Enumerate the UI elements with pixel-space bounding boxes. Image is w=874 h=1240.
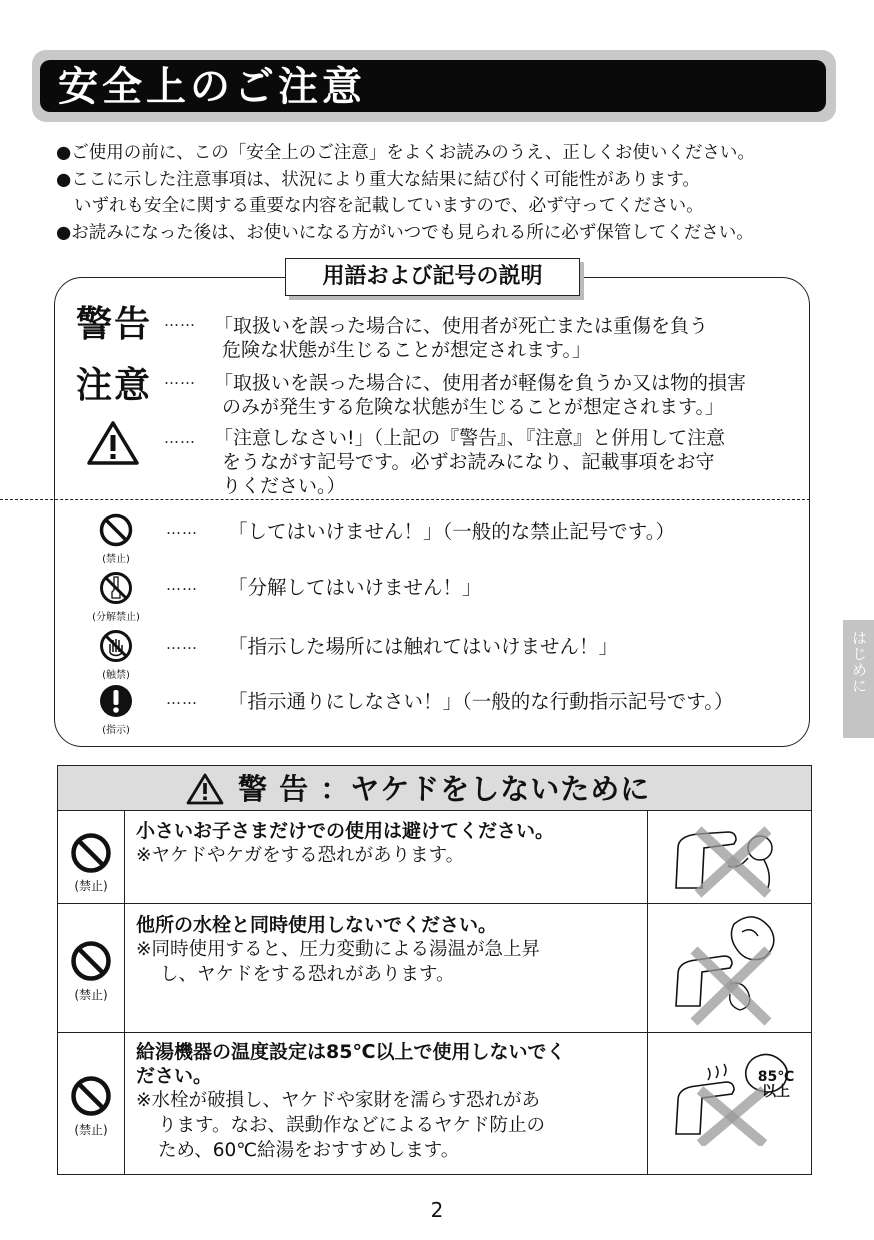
leader-dots: …… [164, 370, 196, 388]
intro-text [56, 140, 836, 246]
leader-dots: …… [164, 312, 196, 330]
table-row: 小さいお子さまだけでの使用は避けてください。 ※ヤケドやケガをする恐れがあります。 [136, 820, 555, 866]
page-title: 安全上のご注意 [58, 64, 366, 110]
instruction-icon [98, 683, 134, 719]
prohibition-icon [70, 1075, 112, 1117]
table-divider [57, 903, 812, 904]
leader-dots: …… [166, 635, 198, 653]
warning-word: 警告 [76, 304, 153, 345]
symbol-caption: (指示) [102, 725, 130, 736]
page-number: 2 [430, 1198, 444, 1222]
table-divider [124, 811, 125, 1175]
side-tab-label: はじめに [850, 630, 868, 694]
symbol-caption: (分解禁止) [92, 612, 140, 623]
leader-dots: …… [164, 429, 196, 447]
symbol-description: 「指示した場所には触れてはいけません！」 [228, 635, 619, 658]
symbol-description: 「分解してはいけません！」 [228, 576, 482, 599]
table-divider [647, 811, 648, 1175]
temperature-bubble: 85℃ 以上 [757, 1069, 795, 1100]
prohibition-icon [70, 832, 112, 874]
dashed-divider [0, 499, 810, 500]
leader-dots: …… [166, 690, 198, 708]
symbol-caption: (禁止) [102, 554, 130, 565]
intro-line: ●お読みになった後は、お使いになる方がいつでも見られる所に必ず保管してください。 [56, 222, 754, 243]
prohibition-icon [98, 512, 134, 548]
table-row: 給湯機器の温度設定は85℃以上で使用しないでく ださい。 ※水栓が破損し、ヤケドや家財を濡らす恐れがあ ります。なお、誤動作などによるヤケド防止の ため、60℃給湯をおすすめします。 [136, 1041, 566, 1161]
caution-definition: 「取扱いを誤った場合に、使用者が軽傷を負うか又は物的損害 のみが発生する危険な状態が生じることが想定されます。」 [214, 372, 747, 418]
no-disassembly-icon [98, 570, 134, 606]
warning-definition: 「取扱いを誤った場合に、使用者が死亡または重傷を負う 危険な状態が生じることが想定されます。」 [214, 315, 709, 361]
row-caption: (禁止) [74, 1123, 108, 1137]
table-row: 他所の水栓と同時使用しないでください。 ※同時使用すると、圧力変動による湯温が急上昇 し、ヤケドをする恐れがあります。 [136, 914, 541, 985]
leader-dots: …… [166, 576, 198, 594]
intro-line: ●ご使用の前に、この「安全上のご注意」をよくお読みのうえ、正しくお使いください。 [56, 143, 755, 163]
table-divider [57, 1032, 812, 1033]
warning-triangle-icon [186, 773, 224, 805]
intro-line: いずれも安全に関する重要な内容を記載していますので、必ず守ってください。 [74, 196, 704, 216]
warning-header-text: 警 告 ：ヤケドをしないために [238, 772, 651, 806]
prohibition-icon [70, 940, 112, 982]
intro-line: ●ここに示した注意事項は、状況により重大な結果に結び付く可能性があります。 [56, 169, 700, 190]
child-faucet-illustration [668, 818, 788, 898]
no-touch-icon [98, 628, 134, 664]
symbol-caption: (触禁) [102, 670, 130, 681]
warning-triangle-icon [86, 420, 140, 466]
shower-faucet-illustration [668, 910, 788, 1026]
row-caption: (禁止) [74, 879, 108, 893]
terms-label: 用語および記号の説明 [285, 258, 580, 296]
leader-dots: …… [166, 520, 198, 538]
symbol-description: 「指示通りにしなさい！」（一般的な行動指示記号です。） [228, 690, 734, 713]
symbol-description: 「してはいけません！」（一般的な禁止記号です。） [228, 520, 675, 543]
row-caption: (禁止) [74, 988, 108, 1002]
alert-definition: 「注意しなさい!」（上記の『警告』、『注意』と併用して注意 をうながす記号です。必ずお読みになり、記載事項をお守 りください。） [214, 427, 726, 497]
caution-word: 注意 [76, 365, 153, 406]
